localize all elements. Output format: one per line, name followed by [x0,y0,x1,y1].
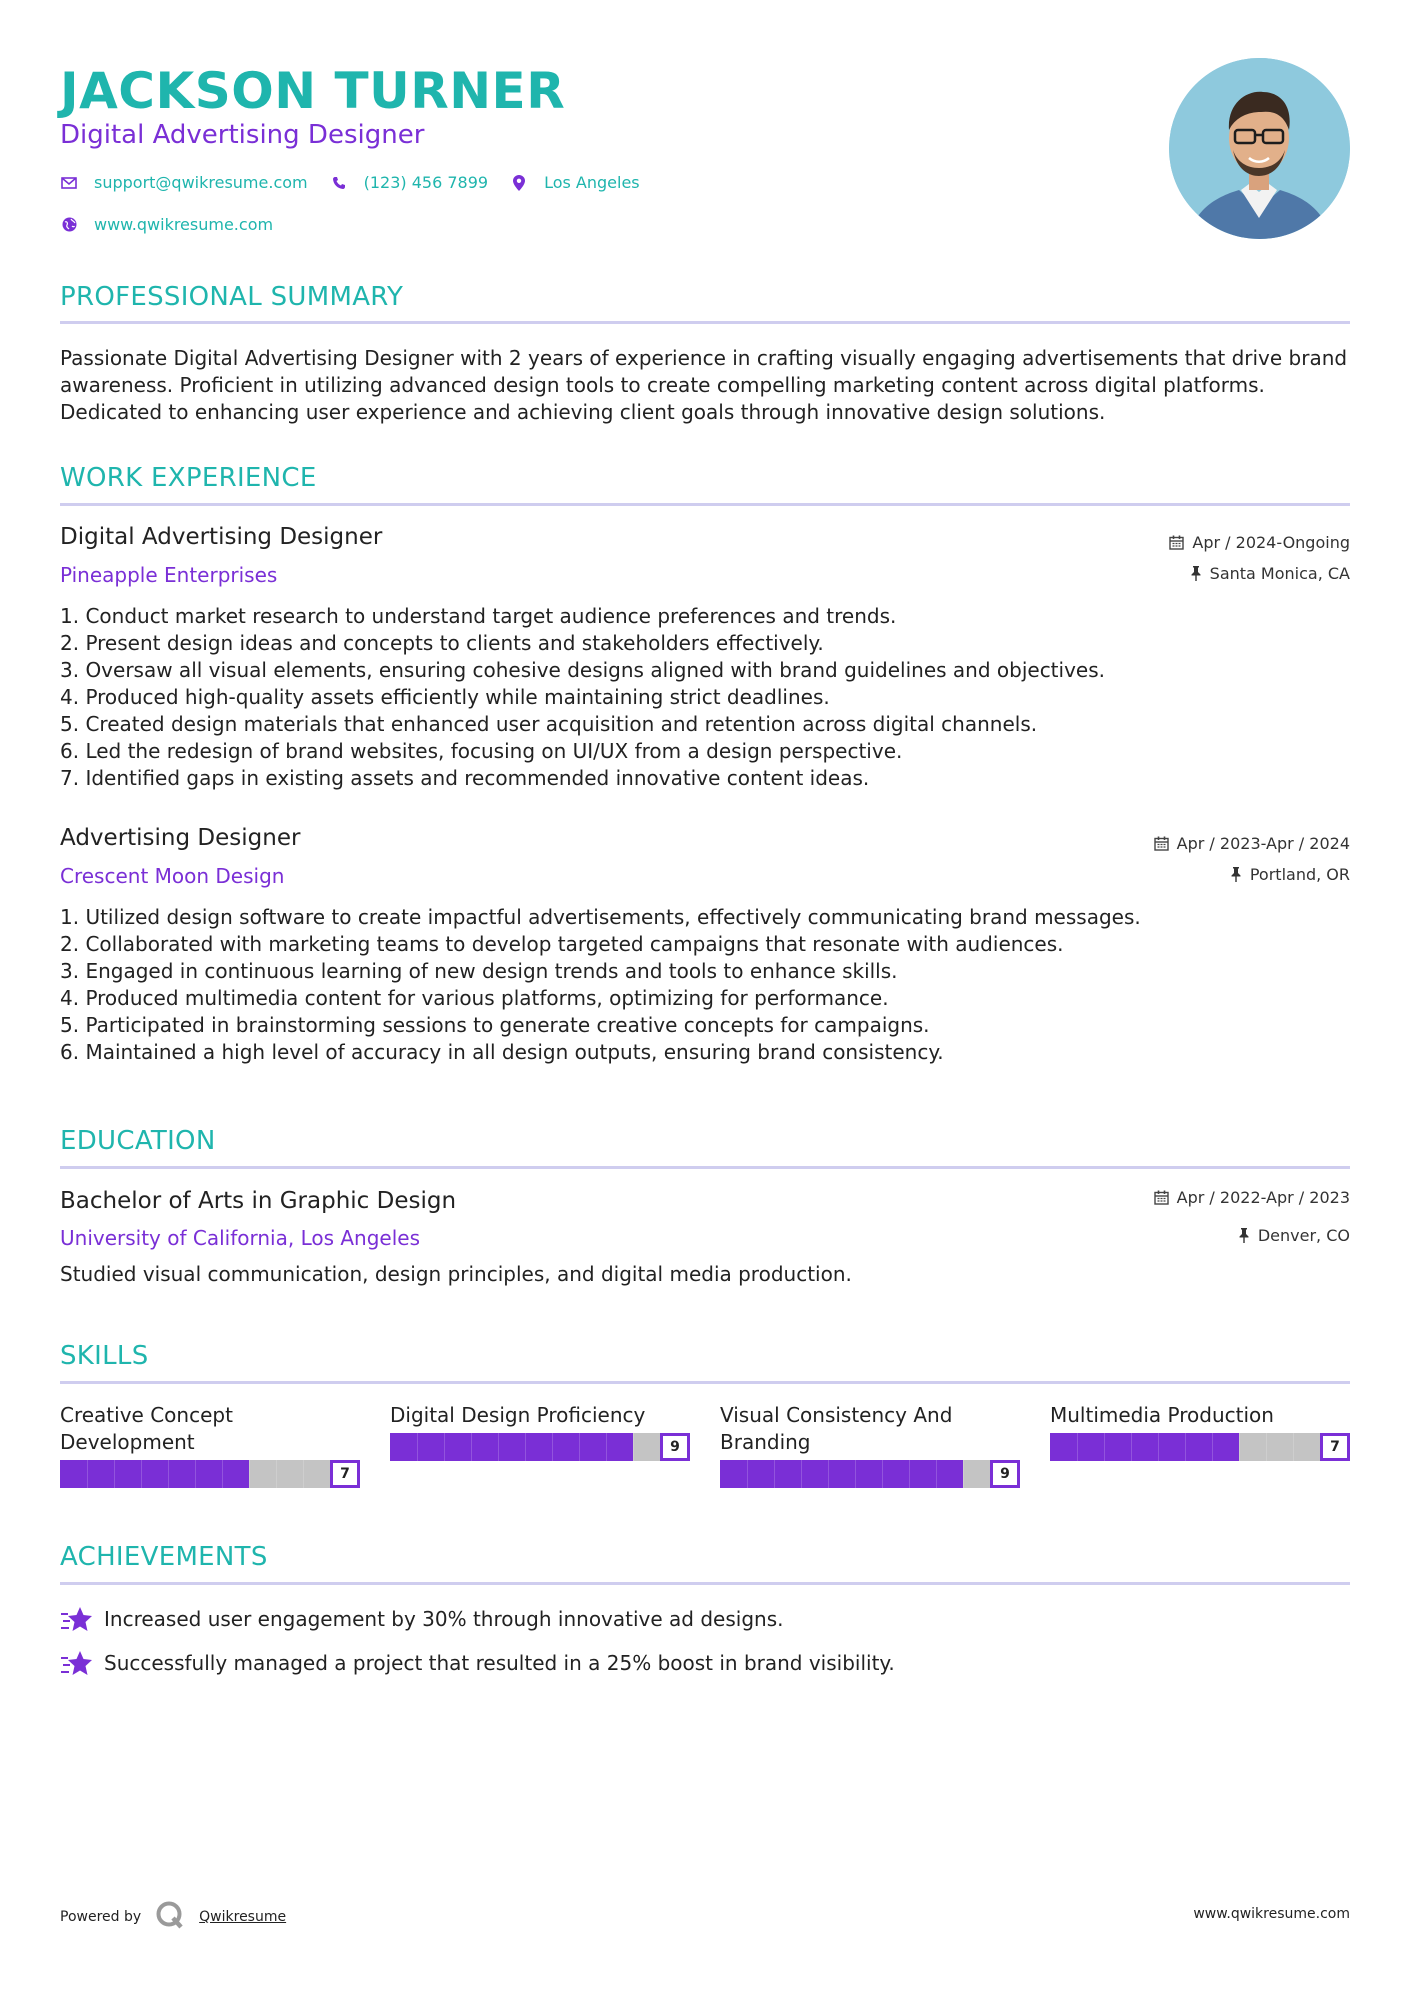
job-location [1230,865,1350,884]
education-degree: Bachelor of Arts in Graphic Design [60,1188,457,1214]
star-icon [60,1604,94,1634]
star-icon [60,1648,94,1678]
skill-segment-divider [1185,1433,1186,1461]
skill-segment-divider [936,1460,937,1488]
education-divider [60,1166,1350,1169]
job-bullet: 5. Created design materials that enhanced user acquisition and retention across digital channels. [60,712,1038,736]
location-text: Los Angeles [544,173,640,192]
skill-score: 9 [660,1433,690,1461]
skill-score: 7 [330,1460,360,1488]
skill-segment-divider [801,1460,802,1488]
skill-item [390,1402,690,1461]
job-bullets [60,603,1350,792]
job-location-text: Portland, OR [1249,865,1350,884]
education-location [1238,1226,1350,1245]
education-dates-text: Apr / 2022-Apr / 2023 [1176,1188,1350,1207]
skill-segment-divider [606,1433,607,1461]
job-bullet: 2. Collaborated with marketing teams to develop targeted campaigns that resonate with audiences. [60,932,1064,956]
job-bullet: 2. Present design ideas and concepts to clients and stakeholders effectively. [60,631,824,655]
education-heading: EDUCATION [60,1126,216,1156]
job-bullet: 6. Led the redesign of brand websites, focusing on UI/UX from a design perspective. [60,739,903,763]
email-text: support@qwikresume.com [94,173,308,192]
pushpin-icon [1190,566,1202,581]
job-bullet: 7. Identified gaps in existing assets and recommended innovative content ideas. [60,766,870,790]
skill-segment-divider [774,1460,775,1488]
skill-segment-divider [87,1460,88,1488]
experience-heading: WORK EXPERIENCE [60,463,317,493]
skill-segment-divider [471,1433,472,1461]
job-dates [1169,533,1350,552]
skill-track [60,1460,330,1488]
phone-text: (123) 456 7899 [363,173,489,192]
job-dates [1154,834,1350,853]
summary-divider [60,321,1350,324]
skills-divider [60,1381,1350,1384]
skill-track [720,1460,990,1488]
skill-segment-divider [552,1433,553,1461]
job-bullet: 5. Participated in brainstorming sessions to generate creative concepts for campaigns. [60,1013,930,1037]
contact-location [510,173,640,192]
skill-item [1050,1402,1350,1461]
candidate-name: JACKSON TURNER [60,62,566,120]
skill-bar [60,1460,360,1488]
job-location-text: Santa Monica, CA [1209,564,1350,583]
skill-item [720,1402,1020,1488]
resume-page [60,0,1350,1990]
contact-website[interactable] [60,215,273,234]
job-title: Digital Advertising Designer [60,524,383,550]
powered-by-label: Powered by [60,1909,142,1925]
skill-score: 7 [1320,1433,1350,1461]
skill-bar [390,1433,690,1461]
skill-segment-divider [249,1460,250,1488]
skill-track [1050,1433,1320,1461]
skill-segment-divider [828,1460,829,1488]
calendar-icon [1154,1190,1169,1205]
skill-label: Visual Consistency And Branding [720,1403,953,1454]
contact-row-1 [60,173,662,192]
skill-segment-divider [1131,1433,1132,1461]
job-dates-text: Apr / 2023-Apr / 2024 [1176,834,1350,853]
profile-photo [1169,58,1350,239]
education-dates [1154,1188,1350,1207]
job-bullet: 3. Oversaw all visual elements, ensuring cohesive designs aligned with brand guidelines and objectives. [60,658,1105,682]
skill-bar [1050,1433,1350,1461]
job-title: Advertising Designer [60,825,301,851]
footer-url[interactable]: www.qwikresume.com [1193,1906,1350,1922]
pushpin-icon [1230,867,1242,882]
skill-segment-divider [1104,1433,1105,1461]
skill-track [390,1433,660,1461]
skill-fill [60,1460,249,1488]
job-bullet: 4. Produced multimedia content for various platforms, optimizing for performance. [60,986,889,1010]
contact-phone[interactable] [330,173,488,192]
job-bullet: 4. Produced high-quality assets efficiently while maintaining strict deadlines. [60,685,830,709]
contact-email[interactable] [60,173,308,192]
skill-segment-divider [114,1460,115,1488]
job-bullet: 6. Maintained a high level of accuracy in all design outputs, ensuring brand consistency. [60,1040,944,1064]
skill-segment-divider [1077,1433,1078,1461]
summary-text: Passionate Digital Advertising Designer with 2 years of experience in crafting visually engaging advertisements that drive brand awareness. Proficient in utilizing advanced design tools to create compelling marketing content across digital platforms. Dedicated to enhancing user experience and achieving client goals through innovative design solutions. [60,346,1348,424]
candidate-title: Digital Advertising Designer [60,120,425,150]
skills-heading: SKILLS [60,1341,149,1371]
education-school: University of California, Los Angeles [60,1226,421,1250]
skill-segment-divider [141,1460,142,1488]
skill-bar [720,1460,1020,1488]
skill-segment-divider [855,1460,856,1488]
skill-label: Multimedia Production [1050,1403,1274,1427]
skill-segment-divider [963,1460,964,1488]
globe-icon [60,216,78,234]
skill-score: 9 [990,1460,1020,1488]
phone-icon [330,174,348,192]
skill-segment-divider [222,1460,223,1488]
education-description: Studied visual communication, design principles, and digital media production. [60,1262,852,1286]
skill-segment-divider [1239,1433,1240,1461]
calendar-icon [1154,836,1169,851]
skill-segment-divider [1158,1433,1159,1461]
experience-divider [60,503,1350,506]
skill-segment-divider [1212,1433,1213,1461]
skill-segment-divider [747,1460,748,1488]
job-bullet: 1. Utilized design software to create impactful advertisements, effectively communicating brand messages. [60,905,1141,929]
skill-segment-divider [444,1433,445,1461]
achievement-item [60,1648,895,1678]
skill-segment-divider [168,1460,169,1488]
achievements-divider [60,1582,1350,1585]
job-dates-text: Apr / 2024-Ongoing [1192,533,1350,552]
qwikresume-link[interactable]: Qwikresume [199,1909,287,1925]
skill-segment-divider [195,1460,196,1488]
skill-segment-divider [909,1460,910,1488]
envelope-icon [60,174,78,192]
qwikresume-logo-icon [155,1900,185,1934]
skill-segment-divider [1293,1433,1294,1461]
skill-fill [720,1460,963,1488]
skill-fill [1050,1433,1239,1461]
skill-label: Digital Design Proficiency [390,1403,646,1427]
achievement-text: Successfully managed a project that resulted in a 25% boost in brand visibility. [104,1651,895,1675]
job-company: Crescent Moon Design [60,864,285,888]
skill-item [60,1402,360,1488]
job-company: Pineapple Enterprises [60,563,278,587]
skill-segment-divider [276,1460,277,1488]
skill-segment-divider [633,1433,634,1461]
contact-row-2 [60,215,295,234]
map-pin-icon [510,174,528,192]
skill-segment-divider [303,1460,304,1488]
job-bullet: 1. Conduct market research to understand target audience preferences and trends. [60,604,897,628]
achievement-item [60,1604,783,1634]
website-text: www.qwikresume.com [94,215,274,234]
skill-segment-divider [498,1433,499,1461]
pushpin-icon [1238,1228,1250,1243]
job-bullets [60,904,1350,1066]
footer-powered-by [60,1900,286,1934]
skill-segment-divider [525,1433,526,1461]
skill-fill [390,1433,633,1461]
skill-segment-divider [417,1433,418,1461]
job-location [1190,564,1350,583]
achievement-text: Increased user engagement by 30% through innovative ad designs. [104,1607,784,1631]
summary-heading: PROFESSIONAL SUMMARY [60,282,404,312]
skill-label: Creative Concept Development [60,1403,233,1454]
calendar-icon [1169,535,1184,550]
skill-segment-divider [579,1433,580,1461]
achievements-heading: ACHIEVEMENTS [60,1542,268,1572]
education-location-text: Denver, CO [1257,1226,1350,1245]
skill-segment-divider [1266,1433,1267,1461]
skill-segment-divider [882,1460,883,1488]
job-bullet: 3. Engaged in continuous learning of new design trends and tools to enhance skills. [60,959,898,983]
